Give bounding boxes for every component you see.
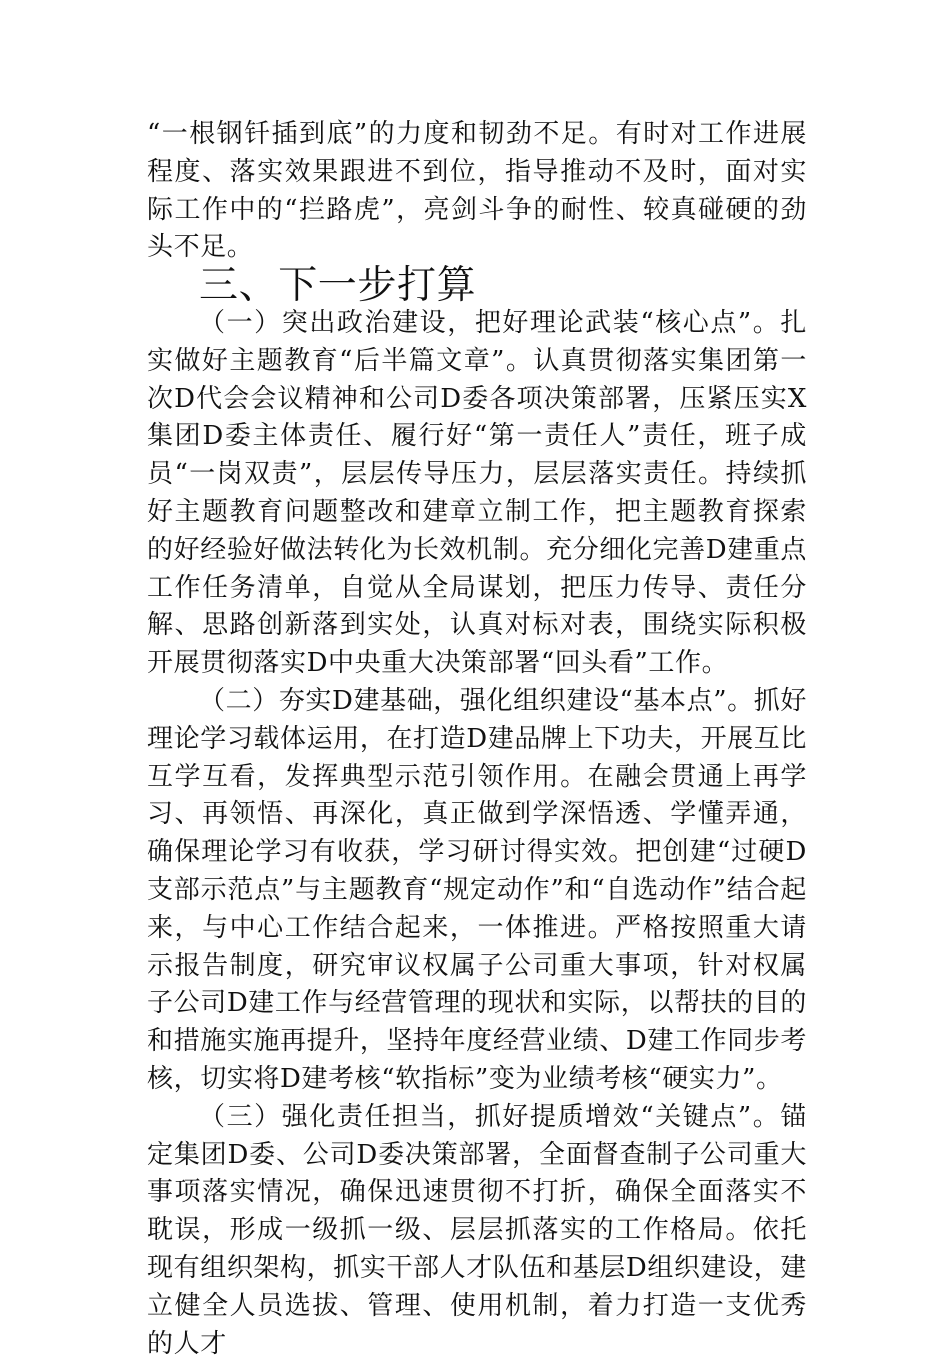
document-page (147, 116, 807, 1363)
paragraph-political-building: （一）突出政治建设，把好理论武装“核心点”。扎实做好主题教育“后半篇文章”。认真贯彻落实集团第一次D代会会议精神和公司D委各项决策部署，压紧压实X集团D委主体责任、履行好“第一责任人”责任，班子成员“一岗双责”，层层传导压力，层层落实责任。持续抓好主题教育问题整改和建章立制工作，把主题教育探索的好经验好做法转化为长效机制。充分细化完善D建重点工作任务清单，自觉从全局谋划，把压力传导、责任分解、思路创新落到实处，认真对标对表，围绕实际积极开展贯彻落实D中央重大决策部署“回头看”工作。 (147, 307, 807, 679)
paragraph-party-foundation: （二）夯实D建基础，强化组织建设“基本点”。抓好理论学习载体运用，在打造D建品牌上下功夫，开展互比互学互看，发挥典型示范引领作用。在融会贯通上再学习、再领悟、再深化，真正做到学深悟透、学懂弄通，确保理论学习有收获，学习研讨得实效。把创建“过硬D支部示范点”与主题教育“规定动作”和“自选动作”结合起来，与中心工作结合起来，一体推进。严格按照重大请示报告制度，研究审议权属子公司重大事项，针对权属子公司D建工作与经营管理的现状和实际，以帮扶的目的和措施实施再提升，坚持年度经营业绩、D建工作同步考核，切实将D建考核“软指标”变为业绩考核“硬实力”。 (147, 685, 807, 1094)
paragraph-continuation: “一根钢钎插到底”的力度和韧劲不足。有时对工作进展程度、落实效果跟进不到位，指导推动不及时，面对实际工作中的“拦路虎”，亮剑斗争的耐性、较真碰硬的劲头不足。 (147, 119, 807, 263)
paragraph-responsibility: （三）强化责任担当，抓好提质增效“关键点”。锚定集团D委、公司D委决策部署，全面督查制子公司重大事项落实情况，确保迅速贯彻不打折，确保全面落实不耽误，形成一级抓一级、层层抓落实的工作格局。依托现有组织架构，抓实干部人才队伍和基层D组织建设，建立健全人员选拔、管理、使用机制，着力打造一支优秀的人才 (147, 1101, 807, 1359)
section-heading: 三、下一步打算 (199, 263, 477, 309)
